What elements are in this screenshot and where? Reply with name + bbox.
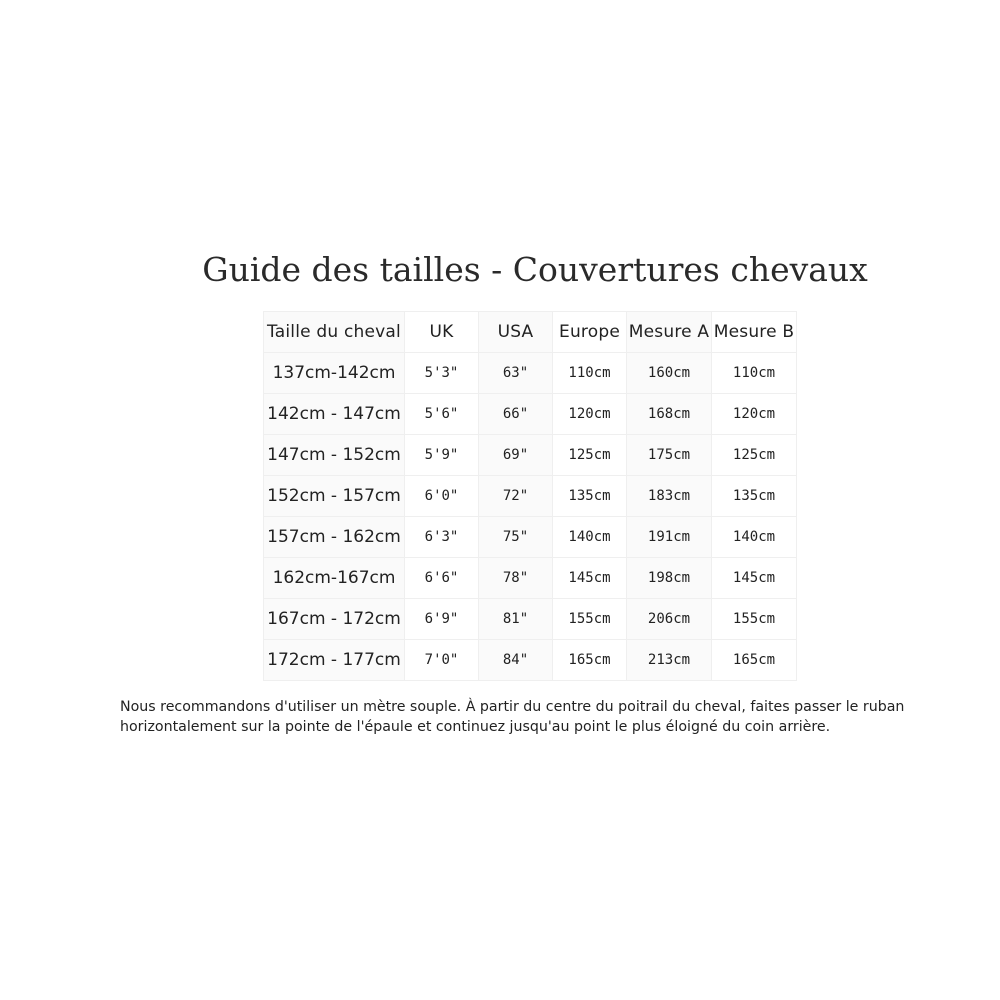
table-row xyxy=(264,599,797,640)
cell-horse-size: 157cm - 162cm xyxy=(264,517,405,558)
cell-measure-a: 175cm xyxy=(627,435,712,476)
table-row xyxy=(264,558,797,599)
cell-uk: 5'6" xyxy=(405,394,479,435)
cell-europe: 165cm xyxy=(553,640,627,681)
header-uk: UK xyxy=(405,312,479,353)
cell-measure-a: 213cm xyxy=(627,640,712,681)
header-measure-b: Mesure B xyxy=(712,312,797,353)
cell-horse-size: 167cm - 172cm xyxy=(264,599,405,640)
cell-measure-a: 191cm xyxy=(627,517,712,558)
cell-horse-size: 162cm-167cm xyxy=(264,558,405,599)
cell-measure-b: 140cm xyxy=(712,517,797,558)
cell-usa: 78" xyxy=(479,558,553,599)
cell-usa: 63" xyxy=(479,353,553,394)
table-row xyxy=(264,517,797,558)
cell-measure-b: 145cm xyxy=(712,558,797,599)
cell-europe: 110cm xyxy=(553,353,627,394)
cell-europe: 120cm xyxy=(553,394,627,435)
cell-measure-b: 110cm xyxy=(712,353,797,394)
cell-uk: 6'3" xyxy=(405,517,479,558)
cell-horse-size: 142cm - 147cm xyxy=(264,394,405,435)
cell-horse-size: 147cm - 152cm xyxy=(264,435,405,476)
cell-horse-size: 172cm - 177cm xyxy=(264,640,405,681)
cell-usa: 75" xyxy=(479,517,553,558)
cell-uk: 7'0" xyxy=(405,640,479,681)
cell-europe: 145cm xyxy=(553,558,627,599)
header-measure-a: Mesure A xyxy=(627,312,712,353)
table-row xyxy=(264,353,797,394)
header-europe: Europe xyxy=(553,312,627,353)
cell-usa: 72" xyxy=(479,476,553,517)
cell-europe: 125cm xyxy=(553,435,627,476)
page-title: Guide des tailles - Couvertures chevaux xyxy=(202,250,868,289)
table-row xyxy=(264,476,797,517)
cell-uk: 6'0" xyxy=(405,476,479,517)
header-horse-size: Taille du cheval xyxy=(264,312,405,353)
cell-measure-a: 183cm xyxy=(627,476,712,517)
cell-measure-a: 198cm xyxy=(627,558,712,599)
cell-uk: 6'9" xyxy=(405,599,479,640)
header-usa: USA xyxy=(479,312,553,353)
cell-uk: 6'6" xyxy=(405,558,479,599)
cell-measure-b: 125cm xyxy=(712,435,797,476)
cell-measure-a: 168cm xyxy=(627,394,712,435)
cell-usa: 84" xyxy=(479,640,553,681)
cell-measure-b: 165cm xyxy=(712,640,797,681)
size-guide-table xyxy=(263,311,797,681)
cell-usa: 66" xyxy=(479,394,553,435)
table-row xyxy=(264,640,797,681)
cell-usa: 69" xyxy=(479,435,553,476)
cell-measure-b: 135cm xyxy=(712,476,797,517)
table-row xyxy=(264,435,797,476)
table-header-row xyxy=(264,312,797,353)
cell-horse-size: 152cm - 157cm xyxy=(264,476,405,517)
cell-europe: 140cm xyxy=(553,517,627,558)
cell-measure-a: 160cm xyxy=(627,353,712,394)
table-row xyxy=(264,394,797,435)
measurement-note: Nous recommandons d'utiliser un mètre souple. À partir du centre du poitrail du cheval, faites passer le ruban horizontalement sur la pointe de l'épaule et continuez jusqu'au point le plus éloigné du coin arrière. xyxy=(120,699,905,735)
cell-europe: 155cm xyxy=(553,599,627,640)
cell-measure-b: 120cm xyxy=(712,394,797,435)
cell-horse-size: 137cm-142cm xyxy=(264,353,405,394)
cell-measure-a: 206cm xyxy=(627,599,712,640)
cell-usa: 81" xyxy=(479,599,553,640)
cell-measure-b: 155cm xyxy=(712,599,797,640)
cell-uk: 5'3" xyxy=(405,353,479,394)
cell-uk: 5'9" xyxy=(405,435,479,476)
cell-europe: 135cm xyxy=(553,476,627,517)
